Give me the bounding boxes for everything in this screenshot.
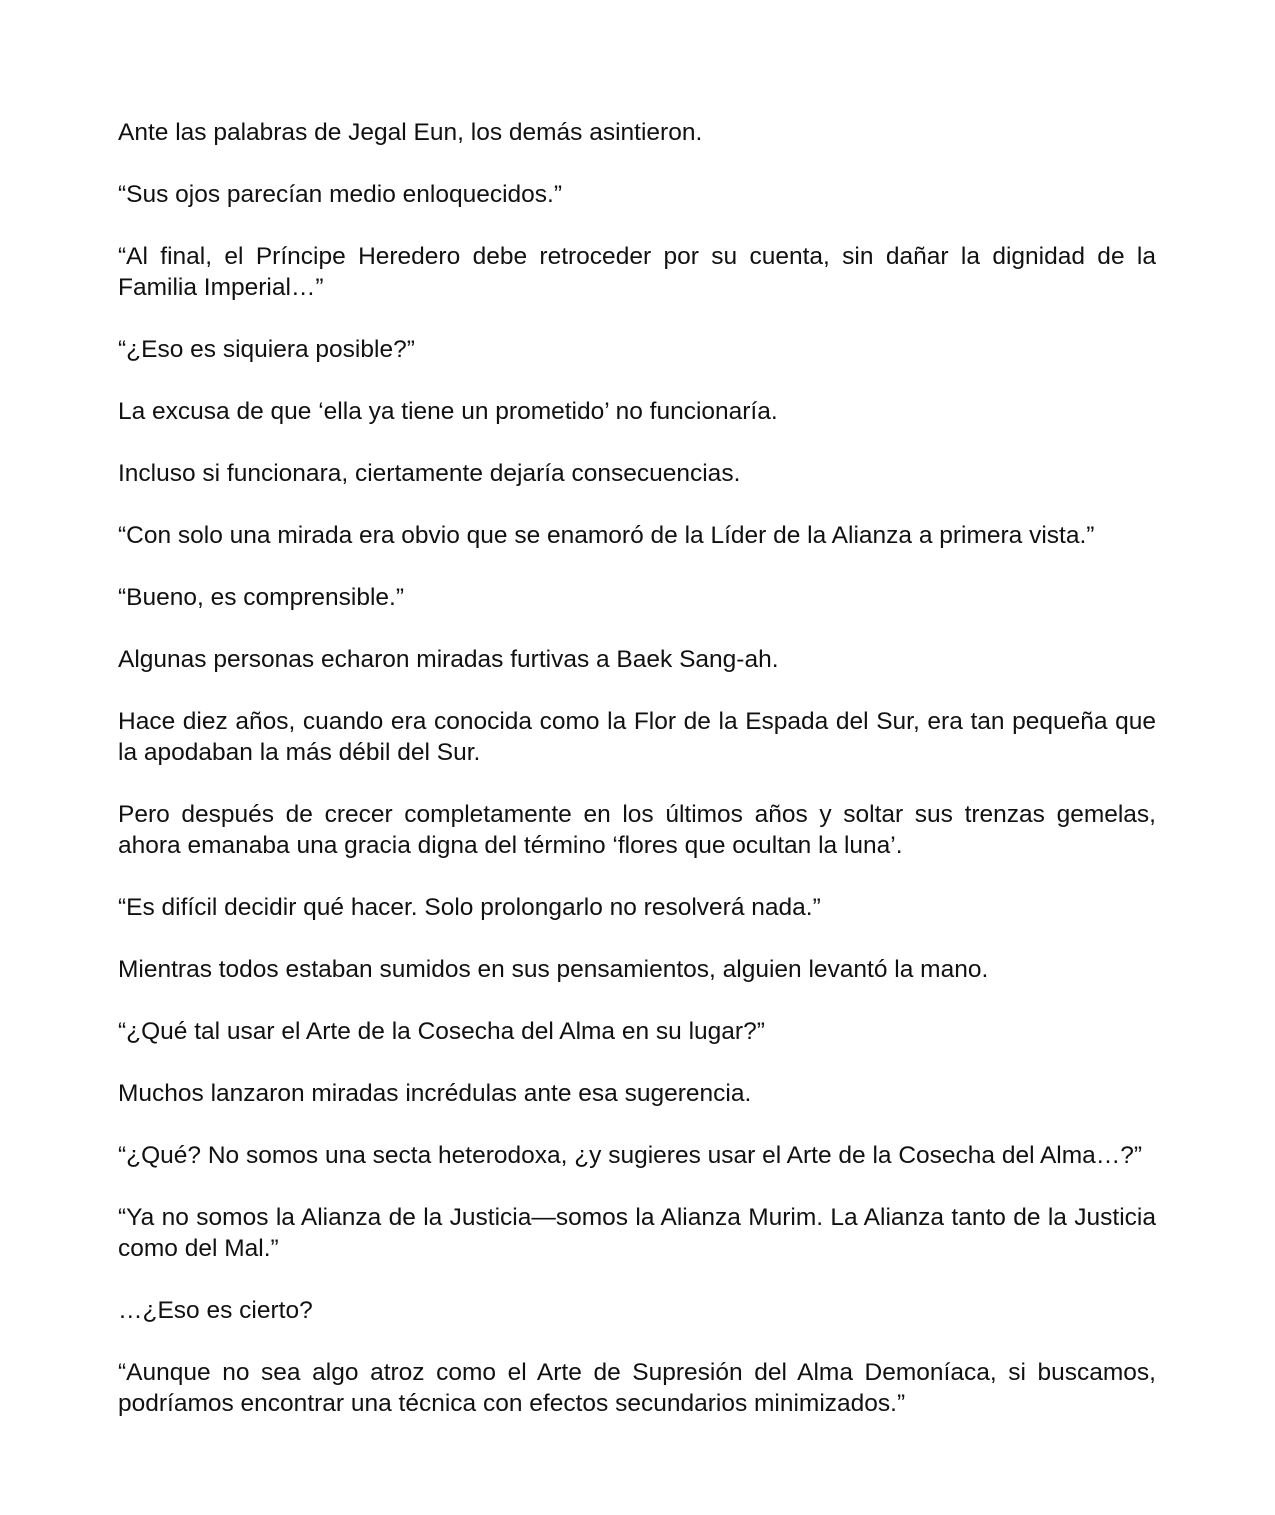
paragraph-7: “Con solo una mirada era obvio que se enamoró de la Líder de la Alianza a primera vista.” [118, 522, 1095, 549]
paragraph-6: Incluso si funcionara, ciertamente dejaría consecuencias. [118, 460, 741, 487]
paragraph-13: Mientras todos estaban sumidos en sus pensamientos, alguien levantó la mano. [118, 956, 989, 983]
paragraph-3: “Al final, el Príncipe Heredero debe retroceder por su cuenta, sin dañar la dignidad de la Familia Imperial…” [118, 243, 1156, 301]
paragraph-10: Hace diez años, cuando era conocida como la Flor de la Espada del Sur, era tan pequeña que la apodaban la más débil del Sur. [118, 708, 1156, 766]
paragraph-1: Ante las palabras de Jegal Eun, los demás asintieron. [118, 119, 703, 146]
paragraph-15: Muchos lanzaron miradas incrédulas ante esa sugerencia. [118, 1080, 752, 1107]
paragraph-17: “Ya no somos la Alianza de la Justicia—somos la Alianza Murim. La Alianza tanto de la Justicia como del Mal.” [118, 1204, 1156, 1262]
paragraph-2: “Sus ojos parecían medio enloquecidos.” [118, 181, 562, 208]
paragraph-19: “Aunque no sea algo atroz como el Arte de Supresión del Alma Demoníaca, si buscamos, podríamos encontrar una técnica con efectos secundarios minimizados.” [118, 1359, 1156, 1417]
paragraph-12: “Es difícil decidir qué hacer. Solo prolongarlo no resolverá nada.” [118, 894, 821, 921]
paragraph-14: “¿Qué tal usar el Arte de la Cosecha del Alma en su lugar?” [118, 1018, 765, 1045]
paragraph-5: La excusa de que ‘ella ya tiene un prometido’ no funcionaría. [118, 398, 778, 425]
document-body [118, 117, 1156, 1450]
paragraph-16: “¿Qué? No somos una secta heterodoxa, ¿y sugieres usar el Arte de la Cosecha del Alma…?” [118, 1142, 1143, 1169]
paragraph-18: …¿Eso es cierto? [118, 1297, 313, 1324]
paragraph-11: Pero después de crecer completamente en los últimos años y soltar sus trenzas gemelas, ahora emanaba una gracia digna del término ‘flores que ocultan la luna’. [118, 801, 1156, 859]
paragraph-8: “Bueno, es comprensible.” [118, 584, 404, 611]
paragraph-4: “¿Eso es siquiera posible?” [118, 336, 415, 363]
paragraph-9: Algunas personas echaron miradas furtivas a Baek Sang-ah. [118, 646, 779, 673]
